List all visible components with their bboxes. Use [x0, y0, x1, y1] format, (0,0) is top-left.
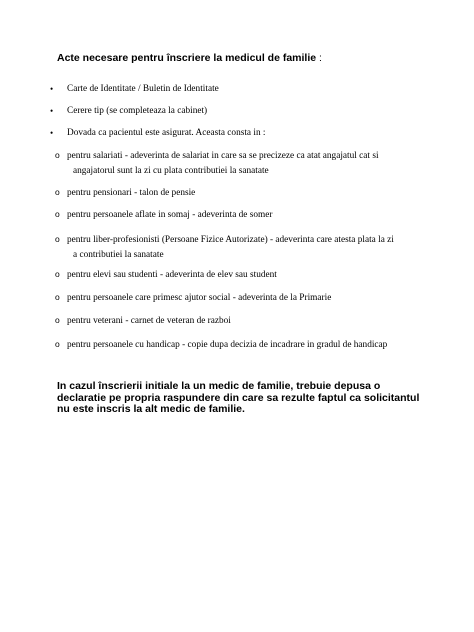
list-item: [50, 82, 219, 97]
circle-bullet-icon: o: [55, 209, 60, 219]
sub-list-item: [55, 208, 273, 223]
circle-bullet-icon: o: [55, 234, 60, 244]
sub-list-item-continuation: a contributiei la sanatate: [73, 250, 164, 260]
title-text: Acte necesare pentru înscriere la medicul de familie: [57, 52, 317, 64]
sub-list-item-text: pentru persoanele care primesc ajutor social - adeverinta de la Primarie: [67, 293, 332, 303]
sub-list-item-text: pentru pensionari - talon de pensie: [67, 188, 196, 198]
list-item-text: Carte de Identitate / Buletin de Identitate: [67, 84, 219, 94]
circle-bullet-icon: o: [55, 315, 60, 325]
title-colon: :: [319, 52, 322, 64]
bullet-icon: •: [50, 106, 54, 116]
sub-list-item-text: pentru persoanele cu handicap - copie dupa decizia de incadrare in gradul de handicap: [67, 340, 388, 350]
sub-list-item-text: pentru elevi sau studenti - adeverinta de elev sau student: [67, 270, 277, 280]
bullet-icon: •: [50, 128, 54, 138]
list-item: [50, 104, 208, 119]
circle-bullet-icon: o: [55, 150, 60, 160]
circle-bullet-icon: o: [55, 187, 60, 197]
sub-list-item-continuation: angajatorul sunt la zi cu plata contributiei la sanatate: [73, 166, 269, 176]
sub-list-item: [55, 338, 388, 353]
sub-list-item: [55, 314, 231, 329]
sub-list-item: [55, 149, 379, 179]
sub-list-item-text: pentru veterani - carnet de veteran de razboi: [67, 316, 231, 326]
sub-list-item: [55, 186, 196, 201]
list-item: [50, 126, 266, 141]
sub-list-item-text: pentru persoanele aflate in somaj - adeverinta de somer: [67, 210, 273, 220]
circle-bullet-icon: o: [55, 292, 60, 302]
sub-list-item: [55, 233, 394, 263]
list-item-text: Cerere tip (se completeaza la cabinet): [67, 106, 208, 116]
circle-bullet-icon: o: [55, 339, 60, 349]
bullet-icon: •: [50, 84, 54, 94]
closing-paragraph: In cazul înscrierii initiale la un medic de familie, trebuie depusa o declaratie pe propria raspundere din care sa rezulte faptul ca solicitantul nu este inscris la alt medic de familie.: [57, 380, 420, 415]
sub-list-item-text: pentru salariati - adeverinta de salariat in care sa se precizeze ca atat angajatul cat si: [67, 151, 379, 161]
document-title: [57, 52, 322, 64]
circle-bullet-icon: o: [55, 269, 60, 279]
sub-list-item-text: pentru liber-profesionisti (Persoane Fizice Autorizate) - adeverinta care atesta plata la zi: [67, 235, 394, 245]
sub-list-item: [55, 291, 332, 306]
list-item-text: Dovada ca pacientul este asigurat. Aceasta consta in :: [67, 128, 266, 138]
sub-list-item: [55, 268, 277, 283]
